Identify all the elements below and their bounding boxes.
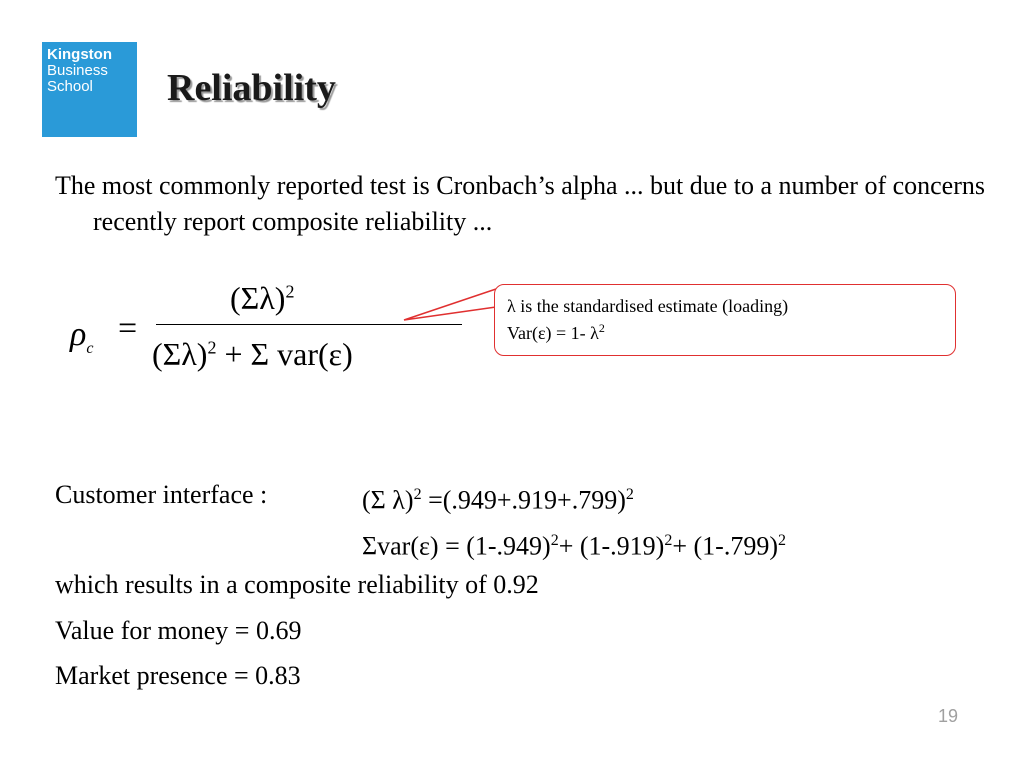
logo-line-3: School [47,78,93,95]
lambda-callout [494,284,956,356]
formula-denominator: $(\Sigma\lambda)^2 + \Sigma$ var(ε) [152,336,353,372]
customer-interface-label: Customer interface : [55,480,268,509]
callout-line-2: Var(ε) = 1- $\lambda^2$ [507,321,605,343]
customer-expr-2: $\Sigma var(\varepsilon) = (1-.949)^2+ (1-.919)^2+ (1-.799)^2$ [362,531,786,561]
formula-lhs: $\rho_c$ [70,316,94,357]
page-number: 19 [938,706,959,726]
logo-line-1: Kingston [47,46,112,63]
slide-title: Reliability [167,67,336,109]
intro-text: The most commonly reported test is Cronbach’s alpha ... but due to a number of concerns recently report composite reliability ... [55,171,985,236]
formula-numerator: $(\Sigma\lambda)^2$ [230,280,295,316]
kingston-logo [42,42,137,137]
customer-expr-1: (Σ $\lambda)^2 =(.949+.919+.799)^2$ [362,485,634,515]
composite-result: which results in a composite reliability of 0.92 [55,570,539,599]
callout-line-1: λ is the standardised estimate (loading) [507,296,789,316]
logo-line-2: Business [47,62,108,79]
callout-pointer [400,285,500,325]
market-presence-result: Market presence = 0.83 [55,661,301,690]
composite-reliability-formula [70,280,400,390]
formula-equals: = [118,310,138,347]
value-for-money-result: Value for money = 0.69 [55,616,302,645]
